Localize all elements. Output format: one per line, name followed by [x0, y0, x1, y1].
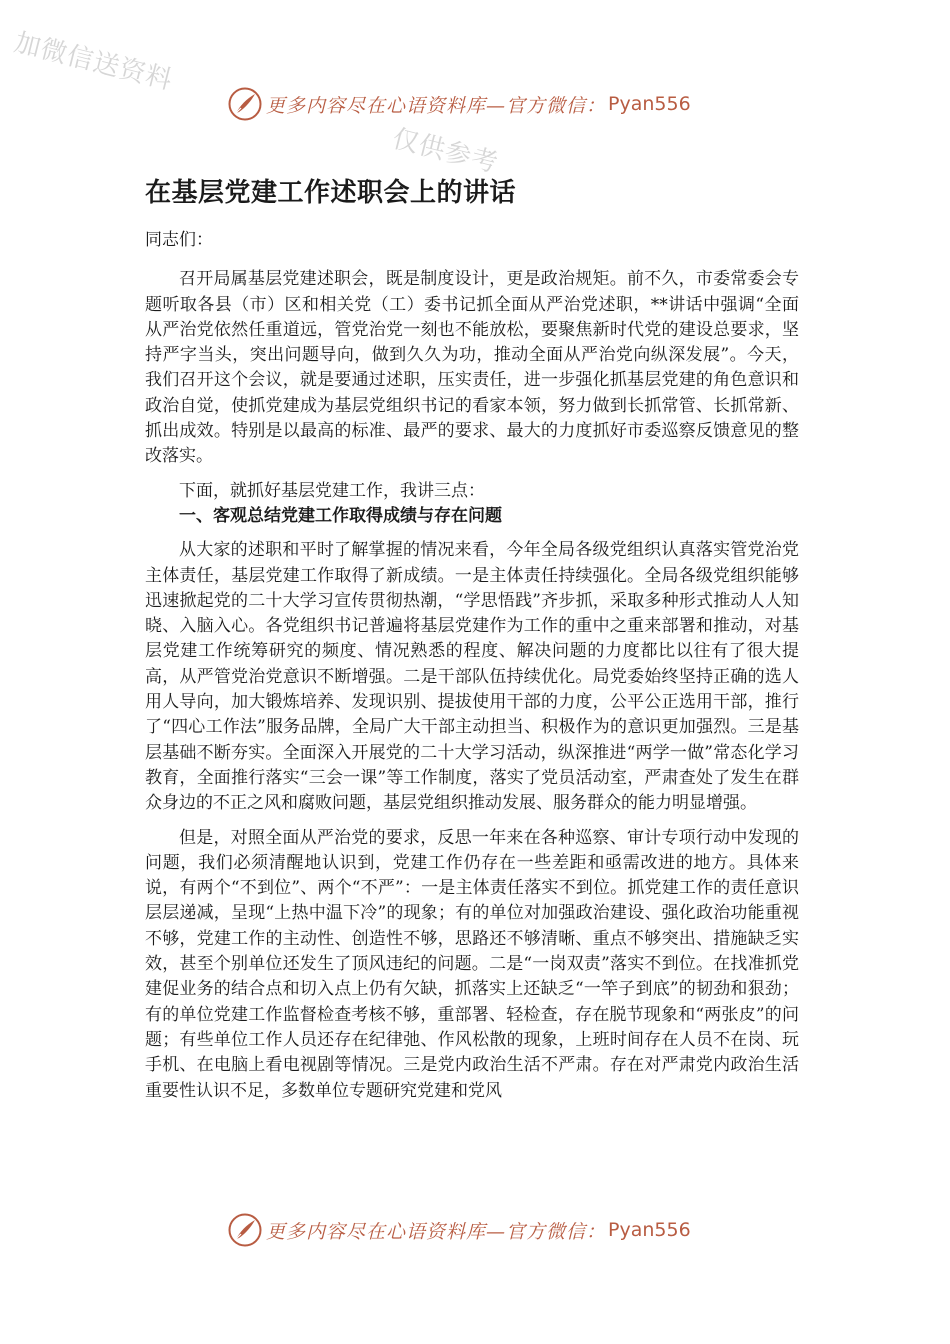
salutation: 同志们： — [145, 230, 213, 250]
paragraph-achievements: 从大家的述职和平时了解掌握的情况来看，今年全局各级党组织认真落实管党治党主体责任，基层党建工作取得了新成绩。一是主体责任持续强化。全局各级党组织能够迅速掀起党的二十大学习宣传贯彻热潮，“学思悟践”齐步抓，采取多种形式推动人人知晓、入脑入心。各党组织书记普遍将基层党建作为工作的重中之重来部署和推动，对基层党建工作统筹研究的频度、情况熟悉的程度、解决问题的力度都比以往有了很大提高，从严管党治党意识不断增强。二是干部队伍持续优化。局党委始终坚持正确的选人用人导向，加大锻炼培养、发现识别、提拔使用干部的力度，公平公正选用干部，推行了“四心工作法”服务品牌，全局广大干部主动担当、积极作为的意识更加强烈。三是基层基础不断夯实。全面深入开展党的二十大学习活动，纵深推进“两学一做”常态化学习教育，全面推行落实“三会一课”等工作制度，落实了党员活动室，严肃查处了发生在群众身边的不正之风和腐败问题，基层党组织推动发展、服务群众的能力明显增强。 — [145, 540, 799, 814]
document-body — [145, 228, 799, 1104]
paragraph-intro: 召开局属基层党建述职会，既是制度设计，更是政治规矩。前不久，市委常委会专题听取各县（市）区和相关党（工）委书记抓全面从严治党述职，**讲话中强调“全面从严治党依然任重道远，管党治党一刻也不能放松，要聚焦新时代党的建设总要求，坚持严字当头，突出问题导向，做到久久为功，推动全面从严治党向纵深发展”。今天，我们召开这个会议，就是要通过述职，压实责任，进一步强化抓基层党建的角色意识和政治自觉，使抓党建成为基层党组织书记的看家本领，努力做到长抓常管、长抓常新、抓出成效。特别是以最高的标准、最严的要求、最大的力度抓好市委巡察反馈意见的整改落实。 — [145, 269, 799, 467]
quill-pen-icon — [228, 1213, 262, 1247]
footer-brand-banner — [228, 1212, 691, 1248]
section-heading: 一、客观总结党建工作取得成绩与存在问题 — [179, 505, 502, 526]
brand-text: 更多内容尽在心语资料库—官方微信： — [266, 1220, 607, 1243]
paragraph-transition: 下面，就抓好基层党建工作，我讲三点： — [179, 480, 485, 501]
brand-text: 更多内容尽在心语资料库—官方微信： — [266, 94, 607, 117]
brand-wechat-id: Pyan556 — [608, 93, 691, 115]
quill-pen-icon — [228, 87, 262, 121]
paragraph-problems: 但是，对照全面从严治党的要求，反思一年来在各种巡察、审计专项行动中发现的问题，我们必须清醒地认识到，党建工作仍存在一些差距和亟需改进的地方。具体来说，有两个“不到位”、两个“不严”：一是主体责任落实不到位。抓党建工作的责任意识层层递减，呈现“上热中温下冷”的现象；有的单位对加强政治建设、强化政治功能重视不够，党建工作的主动性、创造性不够，思路还不够清晰、重点不够突出、措施缺乏实效，甚至个别单位还发生了顶风违纪的问题。二是“一岗双责”落实不到位。在找准抓党建促业务的结合点和切入点上仍有欠缺，抓落实上还缺乏“一竿子到底”的韧劲和狠劲；有的单位党建工作监督检查考核不够，重部署、轻检查，存在脱节现象和“两张皮”的问题；有些单位工作人员还存在纪律弛、作风松散的现象，上班时间存在人员不在岗、玩手机、在电脑上看电视剧等情况。三是党内政治生活不严肃。存在对严肃党内政治生活重要性认识不足，多数单位专题研究党建和党风 — [145, 827, 799, 1101]
brand-wechat-id: Pyan556 — [608, 1219, 691, 1241]
watermark-text-top: 加微信送资料 — [11, 27, 176, 97]
header-brand-banner — [228, 86, 691, 122]
watermark-text-middle: 仅供参考 — [389, 123, 502, 180]
document-title: 在基层党建工作述职会上的讲话 — [145, 178, 517, 208]
